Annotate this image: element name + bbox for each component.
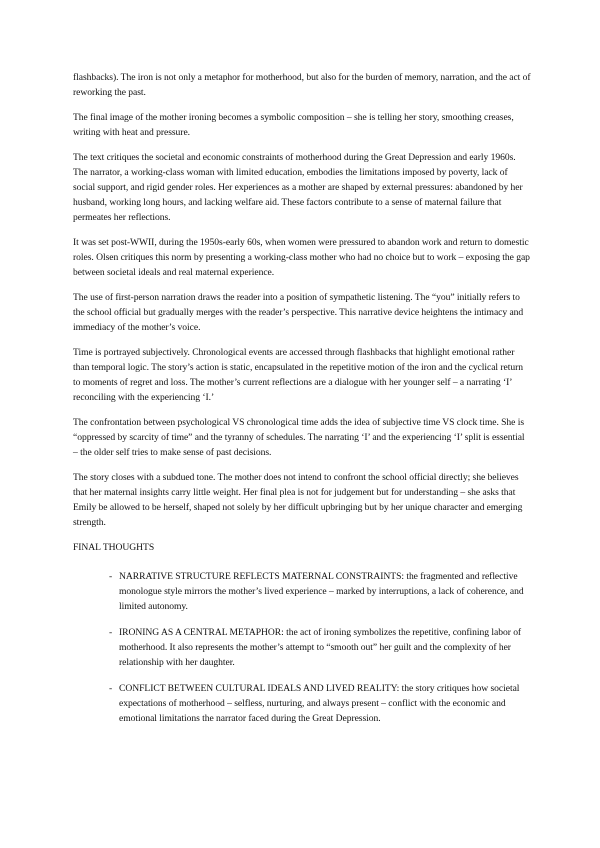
paragraph-post-wwii-context: It was set post-WWII, during the 1950s-early 60s, when women were pressured to abandon work and return to domestic roles. Olsen critiques this norm by presenting a working-class mother who had no choice but to work – exposing the gap between societal ideals and real maternal experience. (73, 237, 530, 278)
paragraph-final-image: The final image of the mother ironing becomes a symbolic composition – she is telling her story, smoothing creases, writing with heat and pressure. (73, 112, 514, 138)
bullet-lead: CONFLICT BETWEEN CULTURAL IDEALS AND LIVED REALITY (119, 683, 397, 694)
bullet-text: : the fragmented and reflective monologue style mirrors the mother’s lived experience – marked by interruptions, a lack of coherence, and limited autonomy. (119, 571, 524, 612)
paragraph-psychological-vs-chronological: The confrontation between psychological VS chronological time adds the idea of subjective time VS clock time. She is “oppressed by scarcity of time” and the tyranny of schedules. The narrating ‘I’ and the experiencing ‘I’ split is essential – the older self tries to make sense of past decisions. (73, 417, 525, 458)
bullet-lead: NARRATIVE STRUCTURE REFLECTS MATERNAL CONSTRAINTS (119, 571, 402, 582)
bullet-text: : the story critiques how societal expectations of motherhood – selfless, nurturing, and always present – conflict with the economic and emotional limitations the narrator faced during the Great Depression. (119, 683, 520, 724)
bullet-text: : the act of ironing symbolizes the repetitive, confining labor of motherhood. It also represents the mother’s attempt to “smooth out” her guilt and the complexity of her relationship with her daughter. (119, 627, 522, 668)
list-item (73, 625, 531, 670)
final-thoughts-heading: FINAL THOUGHTS (73, 542, 155, 553)
list-item (73, 569, 531, 614)
list-item (73, 681, 531, 726)
paragraph-societal-critique: The text critiques the societal and economic constraints of motherhood during the Great Depression and early 1960s. The narrator, a working-class woman with limited education, embodies the limitations imposed by poverty, lack of social support, and rigid gender roles. Her experiences as a mother are shaped by external pressures: abandoned by her husband, working long hours, and lacking welfare aid. These factors contribute to a sense of maternal failure that permeates her reflections. (73, 152, 523, 223)
paragraph-iron-metaphor: flashbacks). The iron is not only a metaphor for motherhood, but also for the burden of memory, narration, and the act of reworking the past. (73, 72, 531, 98)
bullet-dash: - (109, 571, 113, 582)
bullet-dash: - (109, 683, 113, 694)
paragraph-first-person-narration: The use of first-person narration draws the reader into a position of sympathetic listening. The “you” initially refers to the school official but gradually merges with the reader’s perspective. This narrative device heightens the intimacy and immediacy of the mother’s voice. (73, 292, 524, 333)
paragraph-subdued-ending: The story closes with a subdued tone. The mother does not intend to confront the school official directly; she believes that her maternal insights carry little weight. Her final plea is not for judgement but for understanding – she asks that Emily be allowed to be herself, shaped not solely by her difficult upbringing but by her unique character and emerging strength. (73, 472, 523, 528)
document-page (73, 70, 531, 737)
paragraph-subjective-time: Time is portrayed subjectively. Chronological events are accessed through flashbacks that highlight emotional rather than temporal logic. The story’s action is static, encapsulated in the repetitive motion of the iron and the cyclical return to moments of regret and loss. The mother’s current reflections are a dialogue with her younger self – a narrating ‘I’ reconciling with the experiencing ‘I.’ (73, 347, 523, 403)
bullet-lead: IRONING AS A CENTRAL METAPHOR (119, 627, 282, 638)
bullet-dash: - (109, 627, 113, 638)
final-thoughts-list (73, 569, 531, 726)
